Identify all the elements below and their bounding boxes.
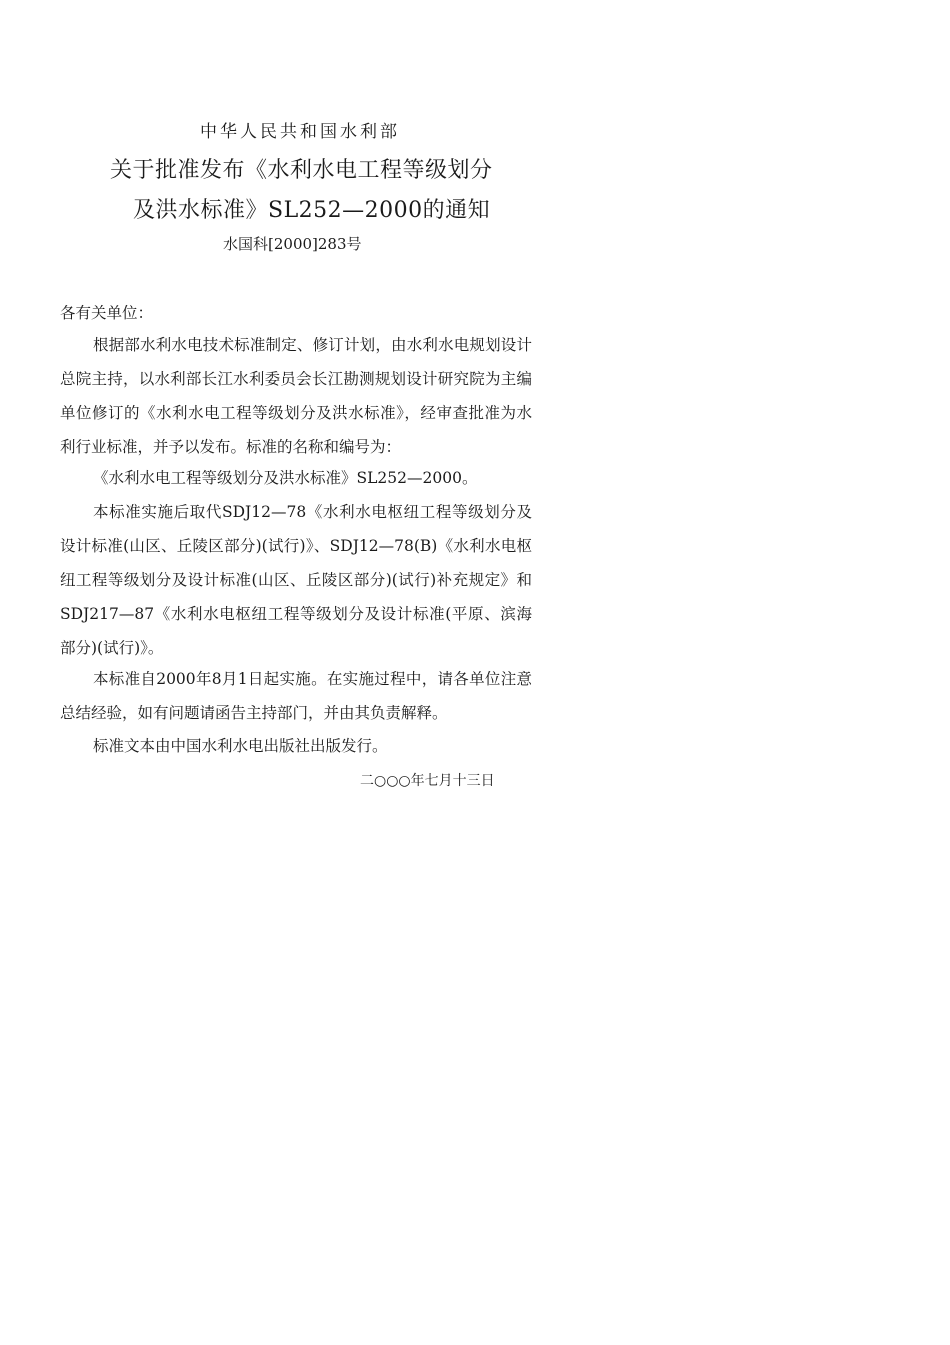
paragraph-standard-name: 《水利水电工程等级划分及洪水标准》SL252—2000。 xyxy=(93,469,478,487)
notice-title-line-1: 关于批准发布《水利水电工程等级划分 xyxy=(110,158,493,183)
issue-date: 二○○○年七月十三日 xyxy=(360,773,495,789)
paragraph-approval: 根据部水利水电技术标准制定、修订计划，由水利水电规划设计总院主持，以水利部长江水利委员会长江勘测规划设计研究院为主编单位修订的《水利水电工程等级划分及洪水标准》，经审查批准为水利行业标准，并予以发布。标准的名称和编号为： xyxy=(60,336,532,456)
notice-title-line-2: 及洪水标准》SL252—2000的通知 xyxy=(133,198,491,223)
paragraph-effective-date: 本标准自2000年8月1日起实施。在实施过程中，请各单位注意总结经验，如有问题请函告主持部门，并由其负责解释。 xyxy=(60,670,532,722)
document-number: 水国科[2000]283号 xyxy=(223,235,362,253)
paragraph-replacement: 本标准实施后取代SDJ12—78《水利水电枢纽工程等级划分及设计标准(山区、丘陵区部分)(试行)》、SDJ12—78(B)《水利水电枢纽工程等级划分及设计标准(山区、丘陵区部分)(试行)补充规定》和SDJ217—87《水利水电枢纽工程等级划分及设计标准(平原、滨海部分)(试行)》。 xyxy=(60,503,532,657)
issuing-ministry: 中华人民共和国水利部 xyxy=(200,122,400,142)
salutation: 各有关单位： xyxy=(60,304,154,322)
paragraph-publisher: 标准文本由中国水利水电出版社出版发行。 xyxy=(93,737,388,755)
